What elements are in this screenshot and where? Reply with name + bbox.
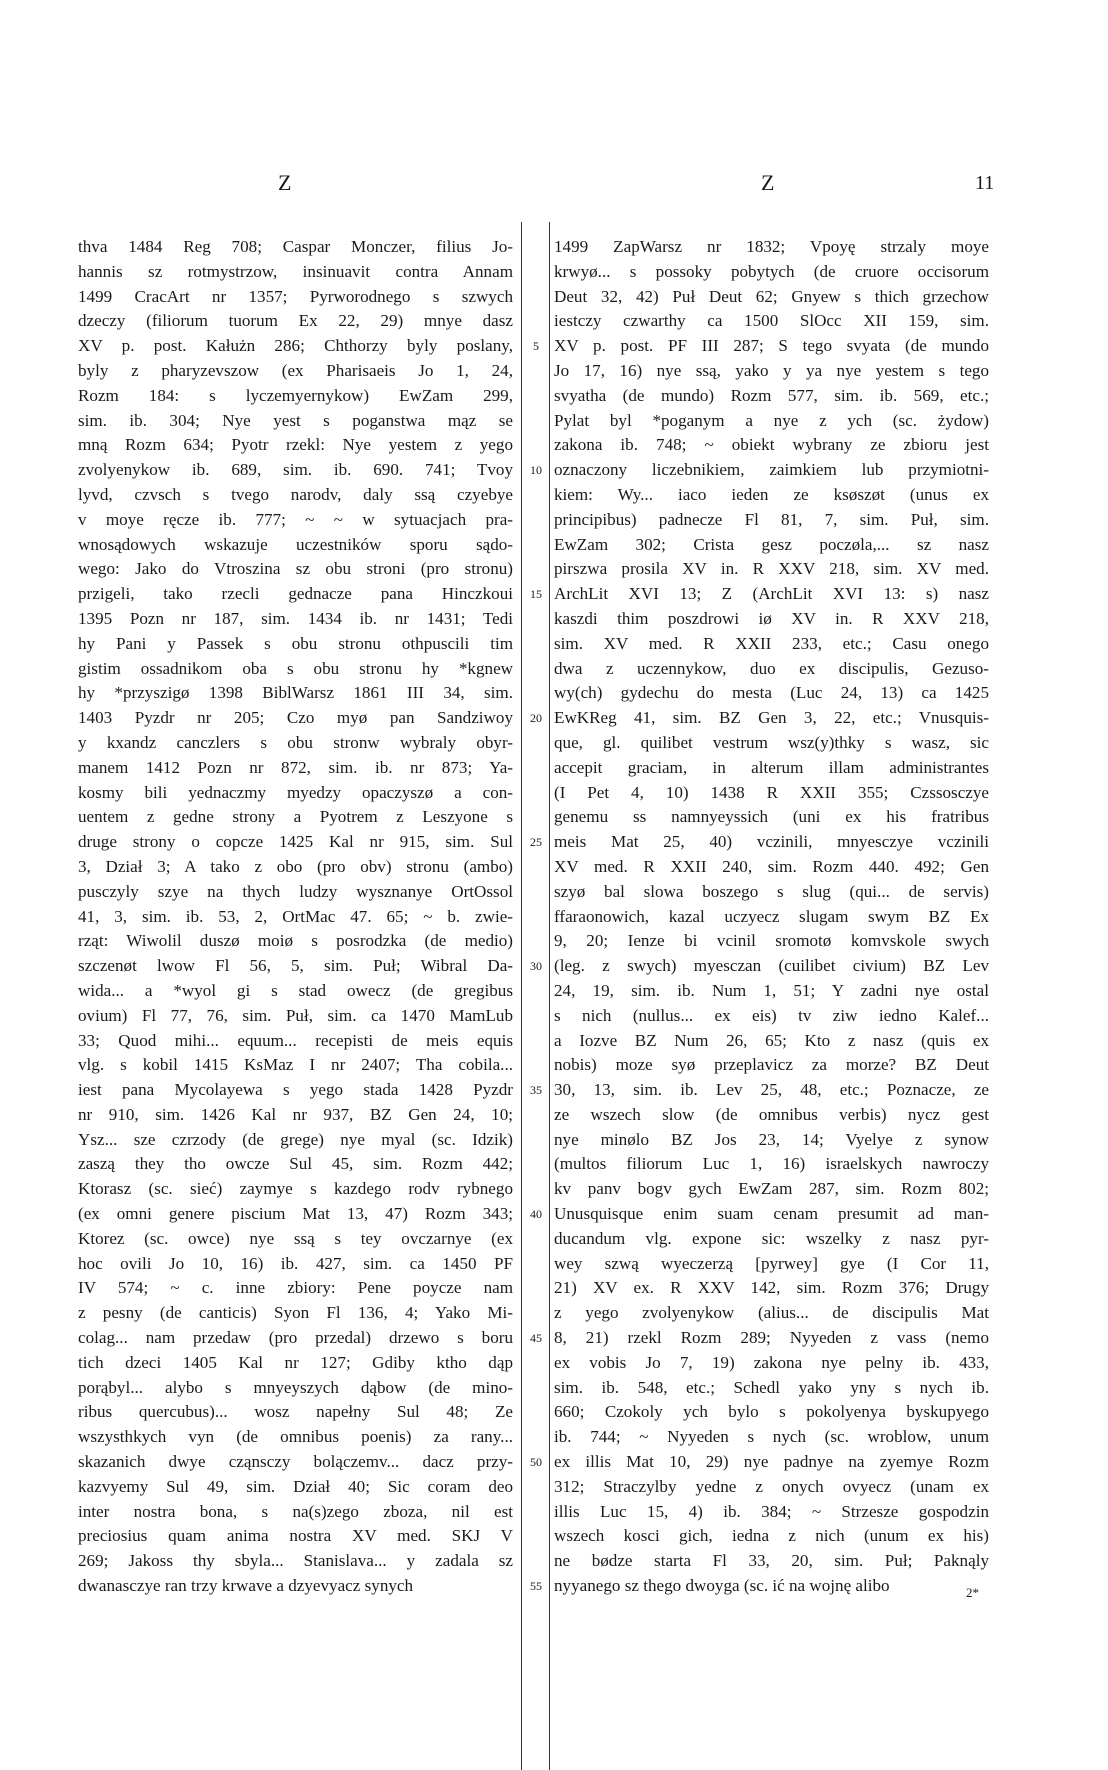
line-number: 10 (530, 463, 542, 478)
text-line: ffaraonowich, kazal uczyecz slugam swym BZ Ex (554, 906, 989, 926)
text-line: XV p. post. Kałużn 286; Chthorzy byly poslany, (78, 336, 513, 356)
text-line: EwKReg 41, sim. BZ Gen 3, 22, etc.; Vnusquis- (554, 708, 989, 728)
text-line: szczenøt lwow Fl 56, 5, sim. Puł; Wibral Da- (78, 956, 513, 976)
text-line: rząt: Wiwolil duszø moiø s posrodzka (de medio) (78, 931, 513, 951)
text-line: nyyanego sz thego dwoyga (sc. ić na wojnę alibo (554, 1576, 890, 1596)
left-column (78, 235, 513, 1599)
text-line: sim. ib. 304; Nye yest s poganstwa mąz se (78, 410, 513, 430)
text-line: tich dzeci 1405 Kal nr 127; Gdiby ktho dąp (78, 1352, 513, 1372)
text-line: krwyø... s possoky pobytych (de cruore occisorum (554, 261, 989, 281)
text-line: ducandum vlg. expone sic: wszelky z nasz pyr- (554, 1228, 989, 1248)
text-line: Unusquisque enim suam cenam presumit ad man- (554, 1204, 989, 1224)
text-line: iest pana Mycolayewa s yego stada 1428 Pyzdr (78, 1080, 513, 1100)
text-line: 41, 3, sim. ib. 53, 2, OrtMac 47. 65; ~ b. zwie- (78, 906, 513, 926)
text-line: ex illis Mat 10, 29) nye padnye na zyemye Rozm (554, 1452, 989, 1472)
text-line: (multos filiorum Luc 1, 16) israelskych nawroczy (554, 1154, 989, 1174)
text-line: wnosądowych wskazuje uczestników sporu sądo- (78, 534, 513, 554)
text-line: y kxandz canczlers s obu stronw wybraly obyr- (78, 732, 513, 752)
text-line: Pylat byl *poganym a nye z ych (sc. żydow) (554, 410, 989, 430)
text-line: ribus quercubus)... wosz napełny Sul 48; Ze (78, 1402, 513, 1422)
text-line: kaszdi thim poszdrowi iø XV in. R XXV 218, (554, 608, 989, 628)
text-line: 3, Dział 3; A tako z obo (pro obv) stronu (ambo) (78, 856, 513, 876)
text-line: sim. XV med. R XXII 233, etc.; Casu onego (554, 633, 989, 653)
text-line: Jo 17, 16) nye ssą, yako y ya nye yestem s tego (554, 360, 989, 380)
text-line: 269; Jakoss thy sbyla... Stanislava... y zadala sz (78, 1551, 513, 1571)
text-line: thva 1484 Reg 708; Caspar Monczer, filius Jo- (78, 237, 513, 256)
running-head-right: Z (761, 170, 775, 195)
text-line: druge strony o copcze 1425 Kal nr 915, sim. Sul (78, 832, 513, 852)
running-head-left: Z (278, 170, 292, 195)
text-line: hannis sz rotmystrzow, insinuavit contra Annam (78, 261, 513, 281)
text-line: svyatha (de mundo) Rozm 577, sim. ib. 569, etc.; (554, 385, 989, 405)
text-line: lyvd, czvsch s tvego narodv, daly ssą czyebye (78, 484, 513, 504)
text-line: 30, 13, sim. ib. Lev 25, 48, etc.; Poznacze, ze (554, 1080, 989, 1100)
text-line: 24, 19, sim. ib. Num 1, 51; Y zadni nye ostal (554, 980, 989, 1000)
text-line: 33; Quod mihi... equum... recepisti de meis equis (78, 1030, 513, 1050)
text-line: byly z pharyzevszow (ex Pharisaeis Jo 1, 24, (78, 360, 513, 380)
text-line: wey szwą wyeczerzą [pyrwey] gye (I Cor 11, (554, 1253, 989, 1273)
text-line: Ktorasz (sc. sieć) zaymye s kazdego rodv rybnego (78, 1179, 513, 1199)
text-line: zvolyenykow ib. 689, sim. ib. 690. 741; Tvoy (78, 460, 513, 480)
text-line: Deut 32, 42) Puł Deut 62; Gnyew s thich grzechow (554, 286, 989, 306)
text-line: 8, 21) rzekl Rozm 289; Nyyeden z vass (nemo (554, 1328, 989, 1348)
text-line: (I Pet 4, 10) 1438 R XXII 355; Czssosczye (554, 782, 989, 802)
text-line: nobis) moze syø przeplavicz za morze? BZ Deut (554, 1055, 989, 1075)
text-line: 660; Czokoly ych bylo s pokolyenya byskupyego (554, 1402, 989, 1422)
text-line: nr 910, sim. 1426 Kal nr 937, BZ Gen 24, 10; (78, 1104, 513, 1124)
text-line: 1499 ZapWarsz nr 1832; Vpoyę strzaly moye (554, 237, 989, 256)
line-number: 20 (530, 711, 542, 726)
text-line: wy(ch) gydechu do mesta (Luc 24, 13) ca 1425 (554, 683, 989, 703)
text-line: ne bødze starta Fl 33, 20, sim. Puł; Paknąly (554, 1551, 989, 1571)
line-number: 50 (530, 1455, 542, 1470)
text-line: v moye ręcze ib. 777; ~ ~ w sytuacjach pra- (78, 509, 513, 529)
text-line: kiem: Wy... iaco ieden ze ksøszøt (unus ex (554, 484, 989, 504)
text-line: que, gl. quilibet vestrum wsz(y)thky s wasz, sic (554, 732, 989, 752)
text-line: pusczyly szye na thych ludzy wysznanye OrtOssol (78, 881, 513, 901)
text-line: porąbyl... alybo s mnyeyszych dąbow (de mino- (78, 1377, 513, 1397)
text-line: illis Luc 15, 4) ib. 384; ~ Strzesze gospodzin (554, 1501, 989, 1521)
text-line: XV med. R XXII 240, sim. Rozm 440. 492; Gen (554, 856, 989, 876)
right-column (554, 235, 989, 1599)
column-rule-right (549, 222, 550, 1770)
text-line: 312; Straczylby yedne z onych ovyecz (unam ex (554, 1476, 989, 1496)
text-line: 1499 CracArt nr 1357; Pyrworodnego s szwych (78, 286, 513, 306)
text-line: gistim ossadnikom oba s obu stronu hy *kgnew (78, 658, 513, 678)
text-line: (leg. z swych) myesczan (cuilibet civium) BZ Lev (554, 956, 989, 976)
text-line: 9, 20; Ienze bi vcinil sromotø komvskole swych (554, 931, 989, 951)
text-line: manem 1412 Pozn nr 872, sim. ib. nr 873; Ya- (78, 757, 513, 777)
text-line: colag... nam przedaw (pro przedal) drzewo s boru (78, 1328, 513, 1348)
text-line: hy Pani y Passek s obu stronu othpuscili tim (78, 633, 513, 653)
text-line: wszech kosci gich, iedna z nich (unum ex his) (554, 1526, 989, 1546)
text-line: s nich (nullus... ex eis) tv ziw iedno Kalef... (554, 1005, 989, 1025)
text-line: wego: Jako do Vtroszina sz obu stroni (pro stronu) (78, 559, 513, 579)
text-line: zakona ib. 748; ~ obiekt wybrany ze zbioru jest (554, 435, 989, 455)
text-line: Ysz... sze czrzody (de grege) nye myal (sc. Idzik) (78, 1129, 513, 1149)
signature-mark: 2* (966, 1585, 979, 1600)
text-line: dwa z uczennykow, duo ex discipulis, Gezuso- (554, 658, 989, 678)
line-number: 55 (530, 1579, 542, 1594)
text-line: uentem z gedne strony a Pyotrem z Leszyone s (78, 807, 513, 827)
line-number: 15 (530, 587, 542, 602)
text-line: meis Mat 25, 40) vczinili, mnyesczye vczinili (554, 832, 989, 852)
text-line: hy *przyszigø 1398 BiblWarsz 1861 III 34, sim. (78, 683, 513, 703)
text-line: ArchLit XVI 13; Z (ArchLit XVI 13: s) nasz (554, 584, 989, 604)
column-rule-left (521, 222, 522, 1770)
text-line: zaszą they tho owcze Sul 45, sim. Rozm 442; (78, 1154, 513, 1174)
text-line: ib. 744; ~ Nyyeden s nych (sc. wroblow, unum (554, 1427, 989, 1447)
text-line: mną Rozm 634; Pyotr rzekl: Nye yestem z yego (78, 435, 513, 455)
line-number: 45 (530, 1331, 542, 1346)
line-number: 25 (530, 835, 542, 850)
page-number: 11 (975, 172, 995, 194)
text-line: (ex omni genere piscium Mat 13, 47) Rozm 343; (78, 1204, 513, 1224)
line-number: 40 (530, 1207, 542, 1222)
text-line: z yego zvolyenykow (alius... de discipulis Mat (554, 1303, 989, 1323)
text-line: 21) XV ex. R XXV 142, sim. Rozm 376; Drugy (554, 1278, 989, 1298)
text-line: nye minølo BZ Jos 23, 14; Vyelye z synow (554, 1129, 989, 1149)
text-line: 1403 Pyzdr nr 205; Czo myø pan Sandziwoy (78, 708, 513, 728)
text-line: XV p. post. PF III 287; S tego svyata (de mundo (554, 336, 989, 356)
text-line: kazvyemy Sul 49, sim. Dział 40; Sic coram deo (78, 1476, 513, 1496)
text-line: oznaczony liczebnikiem, zaimkiem lub przymiotni- (554, 460, 989, 480)
text-line: przigeli, tako rzecli gednacze pana Hinczkoui (78, 584, 513, 604)
text-line: inter nostra bona, s na(s)zego zboza, nil est (78, 1501, 513, 1521)
text-line: hoc ovili Jo 10, 16) ib. 427, sim. ca 1450 PF (78, 1253, 513, 1273)
text-line: ze wszech slow (de omnibus verbis) nycz gest (554, 1104, 989, 1124)
text-line: IV 574; ~ c. inne zbiory: Pene poycze nam (78, 1278, 513, 1298)
text-line: vlg. s kobil 1415 KsMaz I nr 2407; Tha cobila... (78, 1055, 513, 1075)
text-line: dzeczy (filiorum tuorum Ex 22, 29) mnye dasz (78, 311, 513, 331)
text-line: EwZam 302; Crista gesz poczøla,... sz nasz (554, 534, 989, 554)
text-line: Ktorez (sc. owce) nye ssą s tey ovczarnye (ex (78, 1228, 513, 1248)
text-line: Rozm 184: s lyczemyernykow) EwZam 299, (78, 385, 513, 405)
text-line: genemu ss namnyeyssich (uni ex his fratribus (554, 807, 989, 827)
text-line: kosmy bili yednaczmy myedzy opaczyszø a con- (78, 782, 513, 802)
line-number: 30 (530, 959, 542, 974)
text-line: ex vobis Jo 7, 19) zakona nye pelny ib. 433, (554, 1352, 989, 1372)
text-line: principibus) padnecze Fl 81, 7, sim. Puł, sim. (554, 509, 989, 529)
text-line: 1395 Pozn nr 187, sim. 1434 ib. nr 1431; Tedi (78, 608, 513, 628)
text-line: dwanasczye ran trzy krwave a dzyevyacz synych (78, 1576, 414, 1596)
text-line: pirszwa prosila XV in. R XXV 218, sim. XV med. (554, 559, 989, 579)
text-line: ovium) Fl 77, 76, sim. Puł, sim. ca 1470 MamLub (78, 1005, 513, 1025)
text-line: iestczy czwarthy ca 1500 SlOcc XII 159, sim. (554, 311, 989, 331)
text-line: z pesny (de canticis) Syon Fl 136, 4; Yako Mi- (78, 1303, 513, 1323)
text-line: kv panv bogv gych EwZam 287, sim. Rozm 802; (554, 1179, 989, 1199)
text-line: accepit graciam, in alterum illam administrantes (554, 757, 989, 777)
line-number: 35 (530, 1083, 542, 1098)
text-line: wida... a *wyol gi s stad owecz (de gregibus (78, 980, 513, 1000)
line-number: 5 (533, 339, 539, 354)
text-line: szyø bal slowa boszego s slug (qui... de servis) (554, 881, 989, 901)
text-line: sim. ib. 548, etc.; Schedl yako yny s nych ib. (554, 1377, 989, 1397)
text-line: skazanich dwye cząnsczy bolączemv... dacz przy- (78, 1452, 513, 1472)
text-line: preciosius quam anima nostra XV med. SKJ V (78, 1526, 513, 1546)
text-line: a Iozve BZ Num 26, 65; Kto z nasz (quis ex (554, 1030, 989, 1050)
text-line: wszysthkych vyn (de omnibus poenis) za rany... (78, 1427, 513, 1447)
